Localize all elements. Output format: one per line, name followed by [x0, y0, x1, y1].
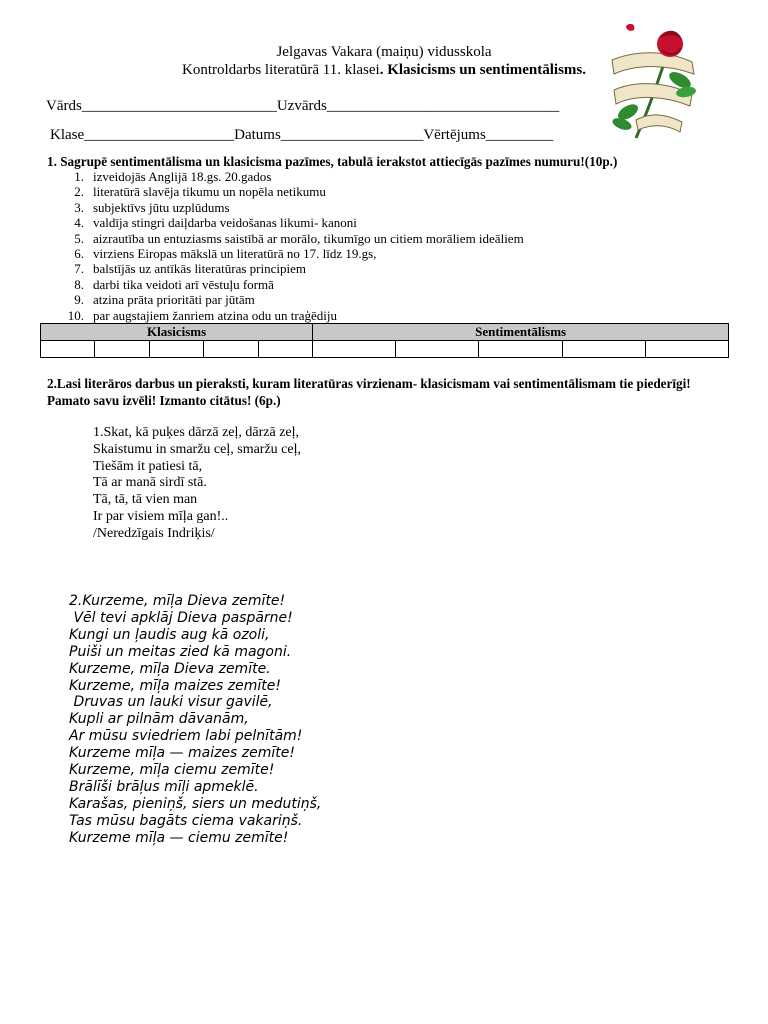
answer-cell[interactable]	[149, 341, 203, 358]
poem-line: Kurzeme mīļa — ciemu zemīte!	[69, 829, 289, 846]
criteria-item	[56, 308, 524, 323]
criteria-number: 7.	[74, 261, 84, 277]
test-title-plain: Kontroldarbs literatūrā 11. klasei	[182, 62, 380, 78]
criteria-number: 3.	[74, 199, 84, 215]
poem-1	[93, 425, 301, 543]
criteria-number: 2.	[74, 184, 84, 200]
criteria-item	[56, 277, 524, 292]
test-title-topic: . Klasicisms un sentimentālisms.	[379, 62, 586, 78]
criteria-item	[56, 169, 524, 184]
criteria-text: atzina prāta prioritāti par jūtām	[93, 292, 255, 308]
poem-line: Kupli ar pilnām dāvanām,	[69, 711, 249, 728]
criteria-number: 9.	[74, 292, 84, 308]
poem-line: Tā ar manā sirdī stā.	[93, 475, 207, 491]
column-header-sentimentalism: Sentimentālisms	[313, 324, 729, 341]
poem-line: 1.Skat, kā puķes dārzā zeļ, dārzā zeļ,	[93, 425, 300, 440]
criteria-item	[56, 246, 524, 261]
poem-line: Kurzeme, mīļa Dieva zemīte.	[69, 660, 271, 677]
criteria-text: darbi tika veidoti arī vēstuļu formā	[93, 276, 274, 292]
poem-line: Karašas, pieniņš, siers un medutiņš,	[69, 795, 322, 812]
poem-line: Tiešām it patiesi tā,	[93, 458, 203, 474]
criteria-number: 5.	[74, 230, 84, 246]
answer-cell[interactable]	[204, 341, 258, 358]
answer-cell[interactable]	[562, 341, 645, 358]
poem-line: Tā, tā, tā vien man	[93, 492, 198, 508]
criteria-text: virziens Eiropas mākslā un literatūrā no 17. līdz 19.gs,	[93, 245, 377, 261]
criteria-item	[56, 292, 524, 307]
criteria-item	[56, 215, 524, 230]
poem-line: Vēl tevi apklāj Dieva paspārne!	[69, 609, 293, 626]
poem-line: Kungi un ļaudis aug kā ozoli,	[69, 626, 270, 643]
rose-with-ribbon-icon	[606, 20, 698, 142]
answer-cell[interactable]	[479, 341, 562, 358]
criteria-number: 8.	[74, 276, 84, 292]
poem-2	[69, 593, 321, 847]
poem-line: Druvas un lauki visur gavilē,	[69, 694, 273, 711]
criteria-text: izveidojās Anglijā 18.gs. 20.gados	[93, 169, 272, 184]
answer-cell[interactable]	[396, 341, 479, 358]
poem-line: Ir par visiem mīļa gan!..	[93, 508, 229, 524]
poem-line: Kurzeme, mīļa maizes zemīte!	[69, 677, 282, 694]
criteria-text: literatūrā slavēja tikumu un nopēla netikumu	[93, 184, 326, 200]
school-name: Jelgavas Vakara (maiņu) vidusskola	[276, 44, 492, 60]
answer-cell[interactable]	[95, 341, 149, 358]
criteria-text: balstījās uz antīkās literatūras principiem	[93, 261, 306, 277]
poem-line: Kurzeme, mīļa ciemu zemīte!	[69, 762, 275, 779]
answer-table	[40, 323, 729, 358]
criteria-text: subjektīvs jūtu uzplūdums	[93, 199, 230, 215]
poem-line: Skaistumu in smaržu ceļ, smaržu ceļ,	[93, 441, 301, 457]
answer-cell[interactable]	[258, 341, 312, 358]
criteria-text: valdīja stingri daiļdarba veidošanas likumi- kanoni	[93, 215, 357, 231]
poem-line: 2.Kurzeme, mīļa Dieva zemīte!	[69, 593, 286, 609]
poem-line: /Neredzīgais Indriķis/	[93, 525, 215, 541]
criteria-item	[56, 200, 524, 215]
criteria-number: 4.	[74, 215, 84, 231]
poem-line: Ar mūsu sviedriem labi pelnītām!	[69, 728, 303, 745]
criteria-number: 10.	[67, 307, 84, 323]
column-header-classicism: Klasicisms	[41, 324, 313, 341]
name-surname-line[interactable]: Vārds__________________________Uzvārds_______________________________	[46, 98, 560, 114]
poem-line: Puiši un meitas zied kā magoni.	[69, 643, 292, 660]
criteria-item	[56, 261, 524, 276]
criteria-number: 6.	[74, 245, 84, 261]
answer-cell[interactable]	[645, 341, 728, 358]
answer-cell[interactable]	[313, 341, 396, 358]
question-1: 1. Sagrupē sentimentālisma un klasicisma pazīmes, tabulā ierakstot attiecīgās pazīmes numuru!(10p.)	[47, 154, 618, 169]
criteria-item	[56, 184, 524, 199]
criteria-text: aizrautība un entuziasms saistībā ar morālo, tikumīgo un citiem morāliem ideāliem	[93, 230, 524, 246]
class-date-grade-line[interactable]: Klase____________________Datums___________________Vērtējums_________	[50, 127, 554, 143]
poem-line: Kurzeme mīļa — maizes zemīte!	[69, 745, 296, 762]
criteria-item	[56, 231, 524, 246]
criteria-number: 1.	[74, 169, 84, 184]
question-2: 2.Lasi literāros darbus un pieraksti, kuram literatūras virzienam- klasicismam vai sentimentālismam tie piederīgi! Pamato savu izvēli! Izmanto citātus! (6p.)	[47, 376, 691, 408]
poem-line: Tas mūsu bagāts ciema vakariņš.	[69, 812, 303, 829]
poem-line: Brālīši brāļus mīļi apmeklē.	[69, 778, 259, 795]
criteria-list	[56, 169, 524, 323]
criteria-text: par augstajiem žanriem atzina odu un traģēdiju	[93, 307, 338, 323]
answer-cell[interactable]	[41, 341, 95, 358]
